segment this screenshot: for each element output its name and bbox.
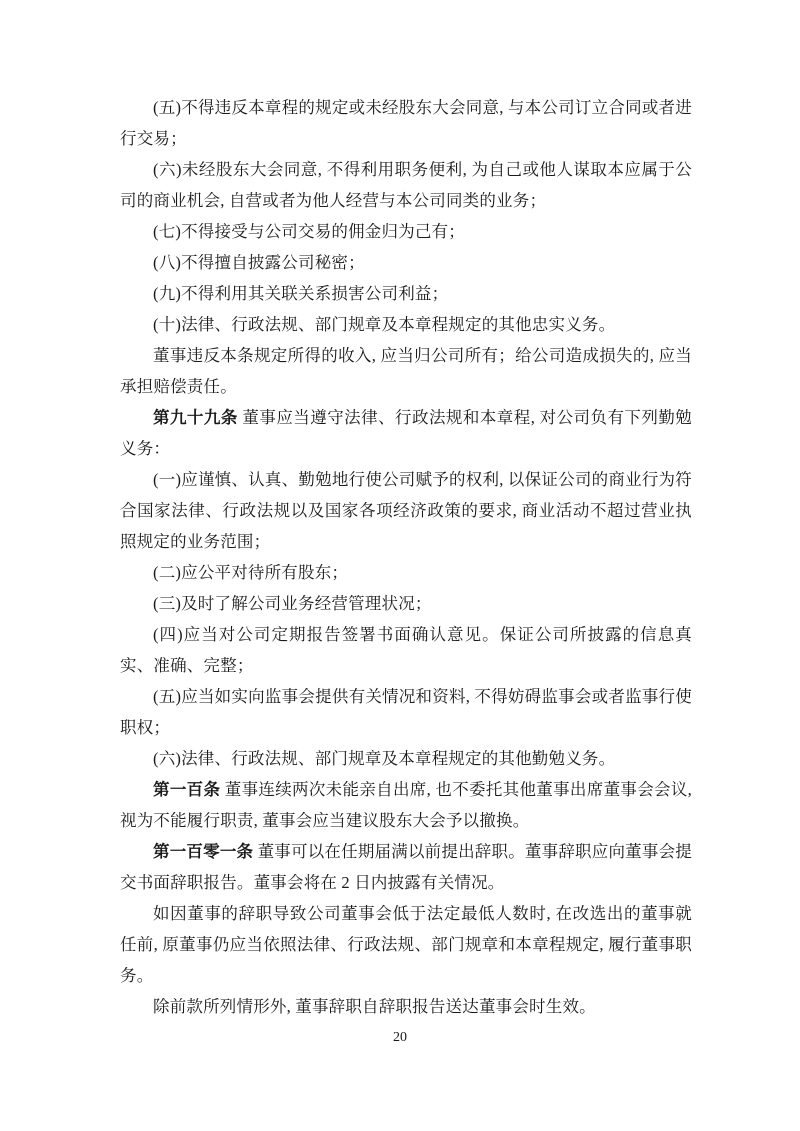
paragraph xyxy=(120,309,692,340)
paragraph-text: (五)不得违反本章程的规定或未经股东大会同意, 与本公司订立合同或者进行交易； xyxy=(120,98,692,148)
paragraph-text: 董事应当遵守法律、行政法规和本章程, 对公司负有下列勤勉义务： xyxy=(120,408,693,458)
paragraph xyxy=(120,278,692,309)
paragraph xyxy=(120,991,692,1022)
paragraph-text: (七)不得接受与公司交易的佣金归为己有； xyxy=(153,222,465,241)
paragraph xyxy=(120,92,692,154)
paragraph xyxy=(120,681,692,743)
paragraph-text: (六)法律、行政法规、部门规章及本章程规定的其他勤勉义务。 xyxy=(153,749,616,768)
article-number: 第一百条 xyxy=(153,780,221,799)
paragraph-text: (三)及时了解公司业务经营管理状况； xyxy=(153,594,432,613)
paragraph-text: 如因董事的辞职导致公司董事会低于法定最低人数时, 在改选出的董事就任前, 原董事仍应当依照法律、行政法规、部门规章和本章程规定, 履行董事职务。 xyxy=(120,904,692,985)
paragraph xyxy=(120,154,692,216)
paragraph-text: (六)未经股东大会同意, 不得利用职务便利, 为自己或他人谋取本应属于公司的商业机会, 自营或者为他人经营与本公司同类的业务； xyxy=(120,160,692,210)
page-number: 20 xyxy=(393,1030,407,1045)
paragraph-text: (二)应公平对待所有股东； xyxy=(153,563,349,582)
paragraph xyxy=(120,216,692,247)
paragraph-text: 董事连续两次未能亲自出席, 也不委托其他董事出席董事会会议, 视为不能履行职责, 董事会应当建议股东大会予以撤换。 xyxy=(120,780,693,830)
paragraph-text: (十)法律、行政法规、部门规章及本章程规定的其他忠实义务。 xyxy=(153,315,616,334)
paragraph-text: (一)应谨慎、认真、勤勉地行使公司赋予的权利, 以保证公司的商业行为符合国家法律、行政法规以及国家各项经济政策的要求, 商业活动不超过营业执照规定的业务范围； xyxy=(120,470,692,551)
paragraph-text: (九)不得利用其关联关系损害公司利益； xyxy=(153,284,449,303)
article-number: 第九十九条 xyxy=(153,408,238,427)
paragraph xyxy=(120,774,692,836)
paragraph xyxy=(120,743,692,774)
paragraph-text: (四)应当对公司定期报告签署书面确认意见。保证公司所披露的信息真实、准确、完整； xyxy=(120,625,692,675)
paragraph xyxy=(120,557,692,588)
paragraph xyxy=(120,836,692,898)
paragraph-text: 董事可以在任期届满以前提出辞职。董事辞职应向董事会提交书面辞职报告。董事会将在 2 日内披露有关情况。 xyxy=(120,842,693,892)
paragraph-text: (八)不得擅自披露公司秘密； xyxy=(153,253,365,272)
paragraph xyxy=(120,247,692,278)
paragraph-text: 董事违反本条规定所得的收入, 应当归公司所有；给公司造成损失的, 应当承担赔偿责任。 xyxy=(120,346,692,396)
paragraph-text: (五)应当如实向监事会提供有关情况和资料, 不得妨碍监事会或者监事行使职权； xyxy=(120,687,692,737)
document-body xyxy=(120,92,692,1022)
paragraph xyxy=(120,619,692,681)
paragraph xyxy=(120,402,692,464)
paragraph xyxy=(120,464,692,557)
article-number: 第一百零一条 xyxy=(153,842,254,861)
paragraph-text: 除前款所列情形外, 董事辞职自辞职报告送达董事会时生效。 xyxy=(153,997,596,1016)
paragraph xyxy=(120,588,692,619)
paragraph xyxy=(120,898,692,991)
paragraph xyxy=(120,340,692,402)
